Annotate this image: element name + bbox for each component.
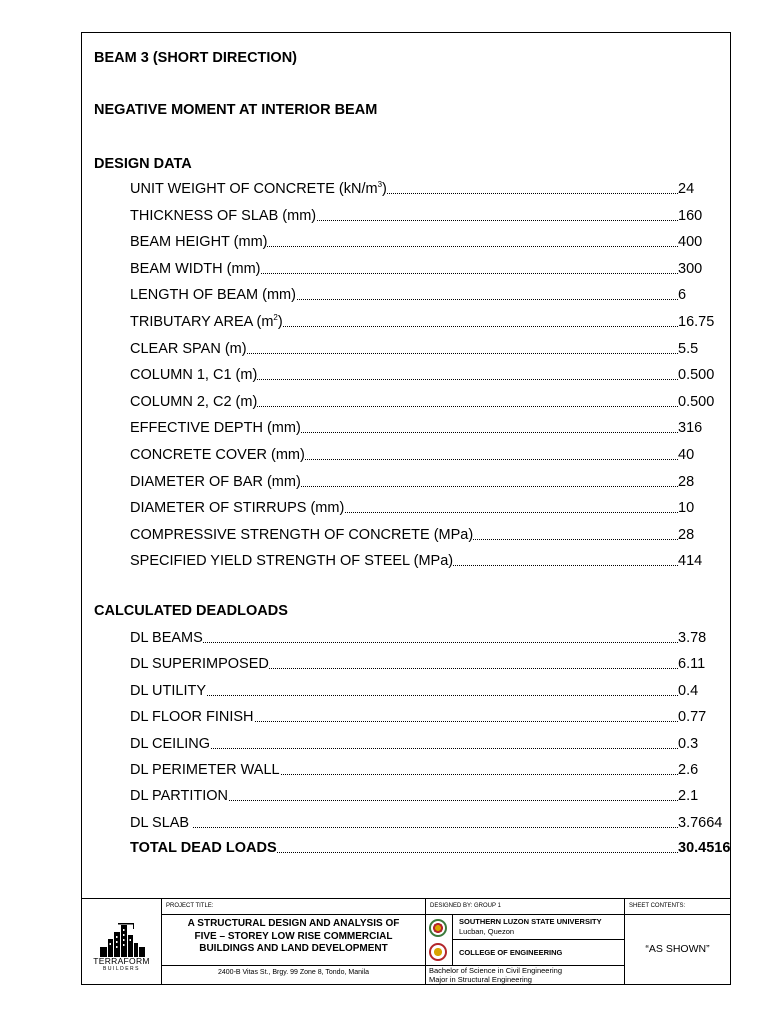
label-superscript: 3 — [377, 180, 383, 190]
label-text: ) — [277, 314, 283, 330]
deadload-row — [130, 788, 699, 805]
design-data-label — [130, 314, 283, 330]
design-data-row — [130, 207, 703, 224]
design-data-row — [130, 367, 715, 384]
college-seal-icon — [429, 943, 447, 961]
label-text: COLUMN 2, C2 (m) — [130, 393, 258, 410]
design-data-value: 5.5 — [678, 340, 699, 357]
label-text: UNIT WEIGHT OF CONCRETE (kN/m — [130, 181, 378, 197]
design-data-row — [130, 447, 695, 463]
deadload-row — [130, 735, 699, 752]
design-data-value: 28 — [678, 473, 695, 490]
design-data-label — [130, 474, 301, 490]
sheet-contents-value: “AS SHOWN” — [645, 943, 710, 955]
deadload-label: DL PERIMETER WALL — [130, 762, 280, 778]
design-data-heading: DESIGN DATA — [94, 156, 192, 172]
design-data-value: 28 — [678, 526, 695, 543]
design-data-value: 316 — [678, 420, 703, 437]
degree-line2: Major in Structural Engineering — [429, 975, 532, 984]
design-data-label — [130, 208, 316, 224]
project-title-line3: BUILDINGS AND LAND DEVELOPMENT — [199, 943, 388, 954]
sheet-contents-cell — [625, 899, 730, 984]
deadload-row — [130, 814, 723, 831]
deadload-row — [130, 709, 707, 726]
design-data-label — [130, 261, 260, 277]
label-text: EFFECTIVE DEPTH (mm) — [130, 420, 301, 437]
deadload-value: 0.3 — [678, 735, 699, 752]
project-title — [166, 918, 421, 956]
design-data-value: 160 — [678, 207, 703, 224]
deadload-row — [130, 656, 706, 673]
leader-dots — [130, 695, 678, 696]
design-data-row — [130, 234, 703, 251]
design-data-label — [130, 181, 387, 197]
label-text: CONCRETE COVER (mm) — [130, 447, 305, 463]
design-data-value: 24 — [678, 181, 695, 197]
project-title-line2: FIVE – STOREY LOW RISE COMMERCIAL — [194, 930, 393, 942]
leader-dots — [130, 748, 678, 749]
deadload-label: DL BEAMS — [130, 630, 203, 646]
university-name: SOUTHERN LUZON STATE UNIVERSITY — [459, 917, 602, 926]
deadload-value: 0.4 — [678, 682, 699, 699]
leader-dots — [130, 642, 678, 643]
project-address: 2400-B Vitas St., Brgy. 99 Zone 8, Tondo, Manila — [218, 969, 369, 976]
design-data-label — [130, 527, 473, 543]
design-data-value: 400 — [678, 234, 703, 251]
logo-cell — [82, 899, 162, 984]
label-superscript: 2 — [273, 313, 278, 323]
label-text: ) — [382, 181, 387, 197]
deadload-row — [130, 762, 699, 778]
deadload-row — [130, 630, 707, 646]
deadload-value: 0.77 — [678, 709, 707, 726]
label-text: COLUMN 1, C1 (m) — [130, 367, 258, 384]
design-data-label — [130, 341, 247, 357]
project-title-label: PROJECT TITLE: — [166, 903, 214, 909]
deadload-label: DL CEILING — [130, 735, 211, 752]
deadload-value: 3.7664 — [678, 814, 723, 831]
deadload-label: DL UTILITY — [130, 682, 207, 699]
university-location: Lucban, Quezon — [459, 927, 515, 936]
deadload-label: DL SUPERIMPOSED — [130, 656, 269, 673]
total-value: 30.4516 — [678, 840, 731, 856]
design-data-row — [130, 340, 699, 357]
design-data-label — [130, 447, 305, 463]
degree-program — [429, 966, 562, 984]
design-data-label — [130, 553, 453, 569]
design-data-row — [130, 500, 695, 517]
design-data-row — [130, 260, 703, 277]
label-text: BEAM HEIGHT (mm) — [130, 234, 268, 251]
degree-line1: Bachelor of Science in Civil Engineering — [429, 966, 562, 975]
deadload-row — [130, 682, 699, 699]
drawing-sheet — [81, 32, 731, 985]
leader-dots — [130, 827, 678, 828]
deadload-value: 2.6 — [678, 762, 699, 778]
label-text: DIAMETER OF STIRRUPS (mm) — [130, 500, 345, 517]
deadload-value: 6.11 — [678, 656, 706, 673]
design-data-value: 0.500 — [678, 393, 715, 410]
design-data-value: 300 — [678, 260, 703, 277]
label-text: THICKNESS OF SLAB (mm) — [130, 207, 317, 224]
design-data-label — [130, 500, 344, 516]
design-data-value: 16.75 — [678, 314, 715, 330]
college-name: COLLEGE OF ENGINEERING — [459, 948, 563, 957]
university-seal-icon — [429, 919, 447, 937]
design-data-row — [130, 287, 687, 304]
design-data-value: 40 — [678, 447, 695, 463]
design-data-label — [130, 367, 257, 383]
terraform-logo — [82, 899, 162, 985]
design-data-label — [130, 234, 267, 250]
design-data-label — [130, 287, 296, 303]
design-data-value: 414 — [678, 553, 703, 570]
moment-title: NEGATIVE MOMENT AT INTERIOR BEAM — [94, 102, 378, 118]
label-text: BEAM WIDTH (mm) — [130, 260, 261, 277]
label-text: TRIBUTARY AREA (m — [130, 314, 274, 330]
project-title-cell — [162, 899, 426, 984]
design-data-row — [130, 180, 695, 197]
beam-title: BEAM 3 (SHORT DIRECTION) — [94, 50, 297, 66]
divider — [452, 939, 624, 940]
deadloads-heading: CALCULATED DEADLOADS — [94, 603, 288, 619]
label-text: COMPRESSIVE STRENGTH OF CONCRETE (MPa) — [130, 526, 474, 543]
divider — [162, 914, 425, 915]
design-data-row — [130, 553, 703, 570]
total-dead-loads-row — [130, 840, 731, 856]
design-data-row — [130, 313, 715, 330]
design-data-value: 0.500 — [678, 367, 715, 384]
divider — [452, 915, 453, 965]
label-text: CLEAR SPAN (m) — [130, 340, 247, 357]
divider — [426, 914, 624, 915]
total-label: TOTAL DEAD LOADS — [130, 840, 277, 856]
divider — [162, 965, 425, 966]
title-block — [82, 898, 730, 984]
project-title-line1: A STRUCTURAL DESIGN AND ANALYSIS OF — [187, 918, 400, 929]
deadload-value: 2.1 — [678, 788, 699, 805]
design-data-row — [130, 526, 695, 543]
sheet-contents-label: SHEET CONTENTS: — [629, 903, 686, 909]
deadload-value: 3.78 — [678, 630, 707, 646]
design-data-value: 10 — [678, 500, 695, 517]
designed-by-cell — [426, 899, 625, 984]
label-text: LENGTH OF BEAM (mm) — [130, 287, 296, 304]
deadload-label: DL FLOOR FINISH — [130, 709, 254, 726]
design-data-label — [130, 420, 301, 436]
design-data-row — [130, 393, 715, 410]
deadload-label: DL SLAB — [130, 814, 194, 831]
deadload-label: DL PARTITION — [130, 788, 229, 805]
label-text: SPECIFIED YIELD STRENGTH OF STEEL (MPa) — [130, 553, 454, 570]
design-data-value: 6 — [678, 287, 687, 304]
label-text: DIAMETER OF BAR (mm) — [130, 473, 301, 490]
design-data-row — [130, 473, 695, 490]
design-data-label — [130, 394, 257, 410]
logo-subtext: BUILDERS — [102, 966, 140, 972]
divider — [625, 914, 730, 915]
design-data-row — [130, 420, 703, 437]
logo-text: TERRAFORM — [93, 956, 150, 966]
designed-by-label: DESIGNED BY: GROUP 1 — [430, 903, 501, 909]
